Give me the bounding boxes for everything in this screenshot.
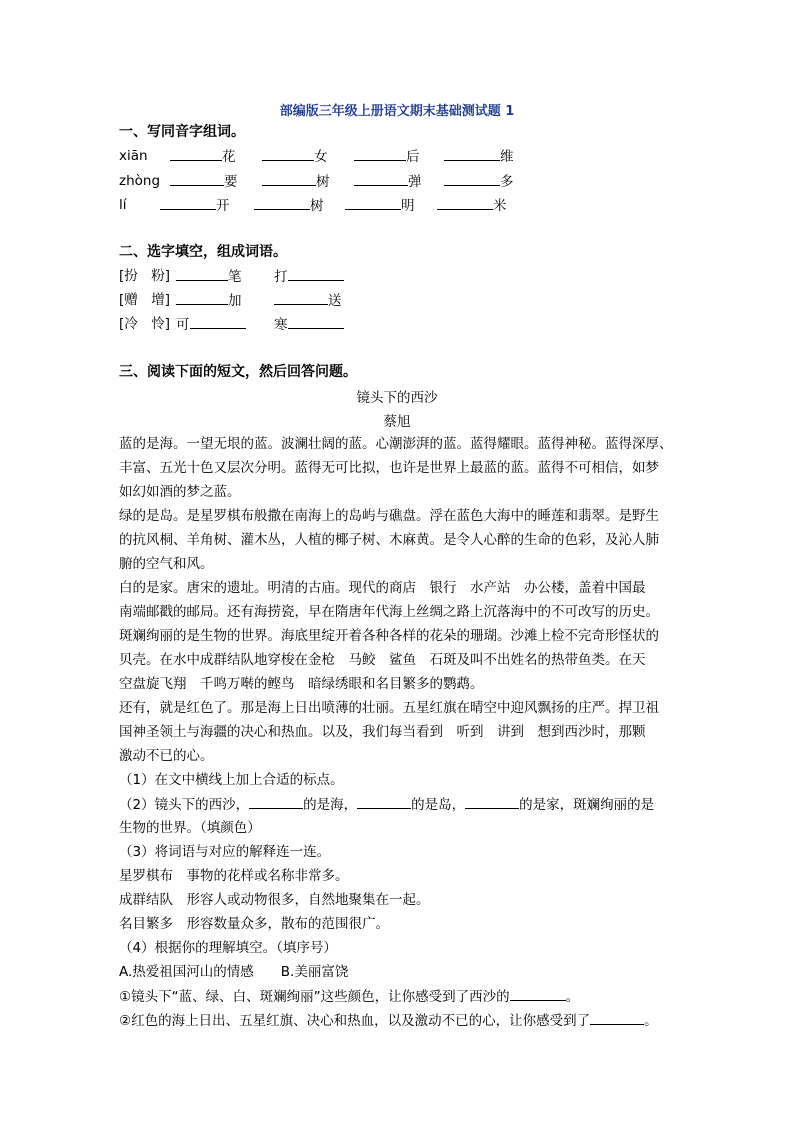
answer-blank[interactable] <box>170 171 224 186</box>
passage-line: 空盘旋飞翔 千鸣万啭的鲣鸟 暗绿绣眼和名目繁多的鹦鹉。 <box>119 676 484 692</box>
answer-blank[interactable] <box>510 986 566 1001</box>
section3-heading: 三、阅读下面的短文，然后回答问题。 <box>119 364 357 380</box>
pinyin-label: zhòng <box>119 173 161 189</box>
question-4-options: A.热爱祖国河山的情感 B.美丽富饶 <box>119 964 349 980</box>
question-1: （1）在文中横线上加上合适的标点。 <box>119 772 344 788</box>
answer-blank[interactable] <box>249 794 303 809</box>
answer-blank[interactable] <box>345 195 401 210</box>
answer-blank[interactable] <box>465 794 519 809</box>
passage-title: 镜头下的西沙 <box>356 390 438 406</box>
question-2-cont: 生物的世界。（填颜色） <box>119 820 261 836</box>
question-4: （4）根据你的理解填空。（填序号） <box>119 940 337 956</box>
passage-line: 激动不已的心。 <box>119 748 214 764</box>
char-options: [扮 粉] <box>119 268 171 284</box>
answer-blank[interactable] <box>357 794 411 809</box>
question-4-b: ②红色的海上日出、五星红旗、决心和热血，以及激动不已的心，让你感受到了 。 <box>119 1010 658 1031</box>
question-4-a: ①镜头下“蓝、绿、白、斑斓绚丽”这些颜色，让你感受到了西沙的 。 <box>119 986 579 1007</box>
section1-heading: 一、写同音字组词。 <box>119 124 245 140</box>
matching-item: 成群结队 形容人或动物很多，自然地聚集在一起。 <box>119 892 430 908</box>
passage-line: 丰富、五光十色又层次分明。蓝得无可比拟，也许是世界上最蓝的蓝。蓝得不可相信，如梦 <box>119 460 659 476</box>
answer-blank[interactable] <box>170 146 222 161</box>
answer-blank[interactable] <box>590 1010 644 1025</box>
answer-blank[interactable] <box>444 146 500 161</box>
pinyin-label: xiān <box>119 148 148 164</box>
matching-item: 星罗棋布 事物的花样或名称非常多。 <box>119 868 349 884</box>
answer-blank[interactable] <box>254 195 310 210</box>
passage-author: 蔡旭 <box>383 414 411 430</box>
answer-blank[interactable] <box>444 171 500 186</box>
answer-blank[interactable] <box>354 146 406 161</box>
passage-line: 贝壳。在水中成群结队地穿梭在金枪 马鲛 鲨鱼 石斑及叫不出姓名的热带鱼类。在天 <box>119 652 646 668</box>
document-title: 部编版三年级上册语文期末基础测试题 1 <box>279 104 515 119</box>
document-page: 部编版三年级上册语文期末基础测试题 1 一、写同音字组词。 xiān 花 女 后 维 zhòng 要 树 弹 多 lí 开 树 明 米 二、选字填空，组成词语。 [扮 粉] 笔 打 [赠 增] 加 送 [冷 怜] 可 寒 三、阅读下面的短文，然后回答问题。 镜头下的西沙 蔡旭 蓝的是海。一望无垠的蓝。波澜壮阔的蓝。心潮澎湃的蓝。蓝得耀眼。蓝得神秘。蓝得深厚、 丰富、五光十色又层次分明。蓝得无可比拟，也许是世界上最蓝的蓝。蓝得不可相信，如梦 如幻如酒的梦之蓝。 绿的是岛。是星罗棋布般撒在南海上的岛屿与礁盘。浮在蓝色大海中的睡莲和翡翠。是野生 的抗风桐、羊角树、灌木丛，人植的椰子树、木麻黄。是令人心醉的生命的色彩，及沁人肺 腑的空气和风。 白的是家。唐宋的遗址。明清的古庙。现代的商店 银行 水产站 办公楼，盖着中国最 南端邮戳的邮局。还有海捞瓷，早在隋唐年代海上丝绸之路上沉落海中的不可改写的历史。 斑斓绚丽的是生物的世界。海底里绽开着各种各样的花朵的珊瑚。沙滩上检不完奇形怪状的 贝壳。在水中成群结队地穿梭在金枪 马鲛 鲨鱼 石斑及叫不出姓名的热带鱼类。在天 空盘旋飞翔 千鸣万啭的鲣鸟 暗绿绣眼和名目繁多的鹦鹉。 还有，就是红色了。那是海上日出喷薄的壮丽。五星红旗在晴空中迎风飘扬的庄严。捍卫祖 国神圣领土与海疆的决心和热血。以及，我们每当看到 听到 讲到 想到西沙时，那颗 激动不已的心。 （1）在文中横线上加上合适的标点。 （2）镜头下的西沙， 的是海， 的是岛， 的是家，斑斓绚丽的是 生物的世界。（填颜色） （3）将词语与对应的解释连一连。 星罗棋布 事物的花样或名称非常多。 成群结队 形容人或动物很多，自然地聚集在一起。 名目繁多 形容数量众多，散布的范围很广。 （4）根据你的理解填空。（填序号） A.热爱祖国河山的情感 B.美丽富饶 ①镜头下“蓝、绿、白、斑斓绚丽”这些颜色，让你感受到了西沙的 。 ②红色的海上日出、五星红旗、决心和热血，以及激动不已的心，让你感受到了 。 <box>0 0 794 1123</box>
passage-line: 的抗风桐、羊角树、灌木丛，人植的椰子树、木麻黄。是令人心醉的生命的色彩，及沁人肺 <box>119 532 659 548</box>
section2-heading: 二、选字填空，组成词语。 <box>119 244 287 260</box>
question-2: （2）镜头下的西沙， 的是海， 的是岛， 的是家，斑斓绚丽的是 <box>119 794 654 815</box>
char-options: [冷 怜] <box>119 316 171 332</box>
answer-blank[interactable] <box>288 314 344 329</box>
matching-item: 名目繁多 形容数量众多，散布的范围很广。 <box>119 916 389 932</box>
answer-blank[interactable] <box>262 146 314 161</box>
answer-blank[interactable] <box>274 290 328 305</box>
char-options: [赠 增] <box>119 292 171 308</box>
passage-line: 如幻如酒的梦之蓝。 <box>119 484 241 500</box>
pinyin-label: lí <box>119 197 127 213</box>
answer-blank[interactable] <box>354 171 408 186</box>
passage-line: 南端邮戳的邮局。还有海捞瓷，早在隋唐年代海上丝绸之路上沉落海中的不可改写的历史。 <box>119 604 659 620</box>
answer-blank[interactable] <box>176 290 228 305</box>
answer-blank[interactable] <box>262 171 316 186</box>
answer-blank[interactable] <box>288 266 344 281</box>
answer-blank[interactable] <box>190 314 246 329</box>
passage-line: 绿的是岛。是星罗棋布般撒在南海上的岛屿与礁盘。浮在蓝色大海中的睡莲和翡翠。是野生 <box>119 508 659 524</box>
question-3: （3）将词语与对应的解释连一连。 <box>119 844 331 860</box>
answer-blank[interactable] <box>176 266 228 281</box>
passage-line: 还有，就是红色了。那是海上日出喷薄的壮丽。五星红旗在晴空中迎风飘扬的庄严。捍卫祖 <box>119 700 659 716</box>
passage-line: 国神圣领土与海疆的决心和热血。以及，我们每当看到 听到 讲到 想到西沙时，那颗 <box>119 724 646 740</box>
answer-blank[interactable] <box>160 195 216 210</box>
passage-line: 斑斓绚丽的是生物的世界。海底里绽开着各种各样的花朵的珊瑚。沙滩上检不完奇形怪状的 <box>119 628 659 644</box>
passage-line: 腑的空气和风。 <box>119 556 214 572</box>
passage-line: 蓝的是海。一望无垠的蓝。波澜壮阔的蓝。心潮澎湃的蓝。蓝得耀眼。蓝得神秘。蓝得深厚、 <box>119 436 673 452</box>
passage-line: 白的是家。唐宋的遗址。明清的古庙。现代的商店 银行 水产站 办公楼，盖着中国最 <box>119 580 646 596</box>
answer-blank[interactable] <box>437 195 493 210</box>
